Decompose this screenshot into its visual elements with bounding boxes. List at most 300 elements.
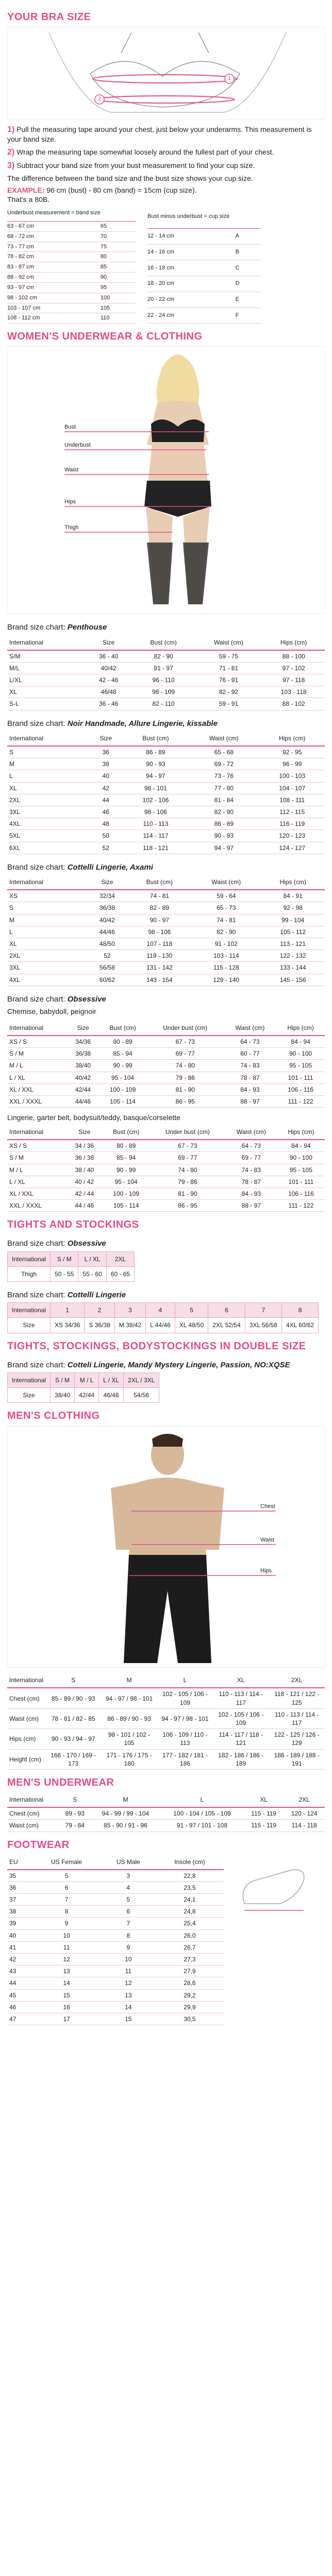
column-header: Waist (cm) <box>225 1125 277 1140</box>
table-cell: 97 - 102 <box>262 662 325 674</box>
bra-title: YOUR BRA SIZE <box>7 11 91 23</box>
table-cell: M / L <box>75 1372 99 1387</box>
table-cell: 76 - 91 <box>194 674 262 686</box>
table-cell: 50 - 55 <box>51 1266 78 1281</box>
table-cell: 85 <box>101 262 136 273</box>
table-cell: L 44/46 <box>146 1318 175 1333</box>
table-cell: XXL / XXXL <box>7 1095 68 1107</box>
table-header-row <box>7 731 325 746</box>
table-cell: 34/36 <box>68 1036 98 1048</box>
tights-table <box>7 1251 135 1282</box>
column-header: S <box>45 1673 101 1688</box>
table-cell: 74 - 81 <box>191 914 261 926</box>
table-header-row <box>7 1855 224 1870</box>
table-cell: 6XL <box>7 842 89 854</box>
table-cell: XL / XXL <box>7 1083 68 1095</box>
table-cell: 44 <box>89 794 123 806</box>
table-cell: M 38/42 <box>114 1318 145 1333</box>
table-cell: M / L <box>7 1164 67 1176</box>
table-cell: 107 - 118 <box>128 938 192 950</box>
table-cell: 106 - 109 / 110 - 113 <box>157 1729 213 1749</box>
table-cell: 27,9 <box>156 1965 224 1977</box>
table-cell: 95 - 105 <box>277 1164 325 1176</box>
women-label-underbust: Underbust <box>64 442 91 449</box>
table-cell: 111 - 122 <box>277 1200 325 1212</box>
table-cell: 90 - 93 / 94 - 97 <box>45 1729 101 1749</box>
table-header-row <box>7 1792 325 1807</box>
table-cell: 64 - 73 <box>224 1036 277 1048</box>
table-cell: 105 - 114 <box>98 1095 147 1107</box>
table-row <box>8 1303 319 1318</box>
table-cell: 115 - 119 <box>244 1820 284 1832</box>
table-cell: 38/40 <box>68 1060 98 1072</box>
table-row <box>7 1965 224 1977</box>
table-cell: 48 <box>89 818 123 830</box>
table-cell: 68 - 72 cm <box>7 231 101 242</box>
table-cell: 90 <box>101 273 136 283</box>
foot-icon <box>234 1855 311 1917</box>
table-cell: 11 <box>32 1941 101 1953</box>
table-cell: 129 - 140 <box>191 974 261 986</box>
table-row <box>7 1729 325 1749</box>
table-cell: 106 - 116 <box>276 1083 325 1095</box>
table-cell: 48/50 <box>87 938 127 950</box>
table-cell: 18 - 20 cm <box>147 276 236 292</box>
table-cell: 93 - 97 cm <box>7 282 101 293</box>
column-header: Size <box>67 1125 102 1140</box>
table-cell: 36 <box>89 746 123 758</box>
men-label-waist: Waist <box>260 1537 275 1544</box>
column-header: Waist (cm) <box>194 635 262 650</box>
column-header: 2XL <box>284 1792 325 1807</box>
table-row <box>7 902 325 914</box>
table-row <box>7 1749 325 1769</box>
table-cell: 91 - 97 <box>132 662 195 674</box>
table-cell: Hips (cm) <box>7 1729 45 1749</box>
table-cell: 6 <box>208 1303 245 1318</box>
table-cell: XS 34/36 <box>51 1318 85 1333</box>
table-cell: 3XL <box>7 962 87 974</box>
footwear-block <box>7 1855 325 2026</box>
table-row <box>7 686 325 698</box>
table-cell: 67 - 73 <box>150 1140 225 1152</box>
table-cell: 99 - 104 <box>261 914 325 926</box>
table-cell: 12 <box>32 1954 101 1965</box>
column-header: International <box>7 731 89 746</box>
table-cell: 55 - 60 <box>78 1266 106 1281</box>
women-label-bust: Bust <box>64 424 76 431</box>
table-cell: XL <box>7 938 87 950</box>
column-header: International <box>7 875 87 890</box>
table-row <box>7 758 325 770</box>
table-row <box>7 1977 224 1989</box>
column-header: International <box>7 1125 67 1140</box>
table-cell: 8 <box>101 1929 156 1941</box>
penthouse-table <box>7 635 325 710</box>
table-cell: S <box>7 902 87 914</box>
table-row <box>7 1188 325 1200</box>
table-cell: 78 - 87 <box>225 1176 277 1188</box>
table-cell: 43 <box>7 1965 32 1977</box>
table-row <box>7 950 325 962</box>
table-row <box>7 1152 325 1164</box>
women-label-waist: Waist <box>64 467 79 473</box>
column-header: Bust (cm) <box>128 875 192 890</box>
table-cell: 114 - 117 / 118 - 121 <box>213 1729 269 1749</box>
table-row <box>7 293 136 303</box>
noir-brand: Brand size chart: Noir Handmade, Allure Lingerie, kissable <box>7 719 218 728</box>
table-cell: 116 - 119 <box>259 818 325 830</box>
table-cell: 110 - 113 / 114 - 117 <box>213 1688 269 1708</box>
table-row <box>7 662 325 674</box>
table-cell: International <box>8 1251 51 1266</box>
table-cell: 100 - 109 <box>103 1188 150 1200</box>
table-cell: 38 / 40 <box>67 1164 102 1176</box>
table-cell: 25,4 <box>156 1918 224 1929</box>
table-cell: 30,5 <box>156 2013 224 2025</box>
table-cell: 98 - 101 / 102 - 105 <box>101 1729 157 1749</box>
table-cell: S / M <box>7 1048 68 1060</box>
table-header-row <box>7 1125 325 1140</box>
column-header: Bust (cm) <box>132 635 195 650</box>
table-cell: 182 - 186 / 186 - 189 <box>213 1749 269 1769</box>
table-row <box>7 1036 325 1048</box>
table-row <box>7 914 325 926</box>
table-row <box>8 1372 159 1387</box>
table-cell: Chest (cm) <box>7 1688 45 1708</box>
table-cell: 97 - 118 <box>262 674 325 686</box>
table-cell: 8 <box>32 1906 101 1918</box>
table-cell: 73 - 76 <box>188 770 259 782</box>
table-cell: 166 - 170 / 169 - 173 <box>45 1749 101 1769</box>
table-cell: 3 <box>114 1303 145 1318</box>
table-cell: 88 - 97 <box>225 1200 277 1212</box>
column-header: Waist (cm) <box>188 731 259 746</box>
table-cell: 110 <box>101 313 136 324</box>
table-cell: 40 <box>7 1929 32 1941</box>
table-cell: 46/48 <box>99 1388 124 1403</box>
table-cell: 5 <box>32 1870 101 1882</box>
table-row <box>7 282 136 293</box>
table-cell: 88 - 100 <box>262 650 325 663</box>
table-cell: 114 - 118 <box>284 1820 325 1832</box>
table-cell: 50 <box>89 830 123 842</box>
table-row <box>8 1266 135 1281</box>
table-cell: 120 - 124 <box>284 1807 325 1820</box>
table-cell: 86 - 95 <box>150 1200 225 1212</box>
cottelli-table <box>7 875 325 986</box>
men-table <box>7 1673 325 1770</box>
table-row <box>147 228 261 244</box>
table-cell: 15 <box>101 2013 156 2025</box>
table-header-row <box>7 1021 325 1036</box>
bra-example: EXAMPLE: 96 cm (bust) - 80 cm (band) = 15cm (cup size). That's a 80B. <box>7 186 197 204</box>
table-row <box>7 1176 325 1188</box>
table-cell: 114 - 117 <box>123 830 189 842</box>
table-cell: 96 - 99 <box>259 758 325 770</box>
table-cell: 86 - 95 <box>147 1095 224 1107</box>
table-cell: 84 - 94 <box>276 1036 325 1048</box>
table-row <box>7 1048 325 1060</box>
table-row <box>7 1200 325 1212</box>
table-cell: 9 <box>101 1941 156 1953</box>
table-cell: 80 - 89 <box>98 1036 147 1048</box>
table-cell: 12 <box>101 1977 156 1989</box>
table-cell: 46 <box>89 806 123 818</box>
men-label-hips: Hips <box>260 1568 272 1574</box>
table-cell: S / M <box>7 1152 67 1164</box>
table-cell: 86 - 89 <box>188 818 259 830</box>
table-row <box>7 1060 325 1072</box>
table-cell: XS / S <box>7 1140 67 1152</box>
table-cell: 17 <box>32 2013 101 2025</box>
table-cell: 63 - 67 cm <box>7 221 101 231</box>
table-row <box>7 2013 224 2025</box>
table-cell: 90 - 93 <box>123 758 189 770</box>
table-cell: 3 <box>101 1870 156 1882</box>
table-cell: 73 - 77 cm <box>7 242 101 252</box>
table-cell: 171 - 176 / 175 - 180 <box>101 1749 157 1769</box>
table-cell: 82 - 90 <box>188 806 259 818</box>
table-cell: 11 <box>101 1965 156 1977</box>
table-row <box>7 1083 325 1095</box>
table-cell: 2XL <box>7 950 87 962</box>
table-row <box>7 252 136 262</box>
double-brand: Brand size chart: Cotteli Lingerie, Mandy Mystery Lingerie, Passion, NO:XQSE <box>7 1360 290 1369</box>
table-cell: 8 <box>281 1303 318 1318</box>
table-cell: 122 - 132 <box>261 950 325 962</box>
column-header: 2XL <box>269 1673 325 1688</box>
bra-step-2: 2) Wrap the measuring tape somewhat loosely around the fullest part of your chest. <box>7 147 274 157</box>
table-cell: 120 - 123 <box>259 830 325 842</box>
table-cell: 108 - 111 <box>259 794 325 806</box>
table-cell: XL <box>7 686 85 698</box>
table-cell: 79 - 84 <box>59 1820 91 1832</box>
table-row <box>7 818 325 830</box>
table-row <box>7 1929 224 1941</box>
table-cell: 54/56 <box>124 1388 159 1403</box>
table-row <box>147 308 261 324</box>
table-cell: 84 - 93 <box>225 1188 277 1200</box>
women-illustration <box>7 346 325 614</box>
table-cell: 118 - 121 <box>123 842 189 854</box>
table-cell: 88 - 92 cm <box>7 273 101 283</box>
table-cell: 110 - 113 <box>123 818 189 830</box>
table-cell: 24,1 <box>156 1894 224 1906</box>
table-cell: 78 - 87 <box>224 1072 277 1083</box>
obsessive-subtitle: Chemise, babydoll, peignoir <box>7 1007 96 1015</box>
table-cell: 100 <box>101 293 136 303</box>
obsessive-brand: Brand size chart: Obsessive <box>7 994 106 1004</box>
table-cell: 4 <box>146 1303 175 1318</box>
table-cell: 78 - 81 / 82 - 85 <box>45 1708 101 1728</box>
table-cell: 38 <box>7 1906 32 1918</box>
table-cell: 105 <box>101 303 136 313</box>
table-cell: 74 - 80 <box>150 1164 225 1176</box>
table-cell: 42/44 <box>75 1388 99 1403</box>
column-header: Bust (cm) <box>123 731 189 746</box>
table-row <box>7 303 136 313</box>
table-row <box>7 1882 224 1893</box>
table-cell: 83 - 87 cm <box>7 262 101 273</box>
column-header: L <box>160 1792 244 1807</box>
table-row <box>7 313 136 324</box>
double-table <box>7 1372 159 1403</box>
menunder-title: MEN'S UNDERWEAR <box>7 1776 114 1788</box>
table-cell: 104 - 107 <box>259 782 325 794</box>
table-row <box>147 292 261 308</box>
table-cell: 85 - 89 / 90 - 93 <box>45 1688 101 1708</box>
table-row <box>7 746 325 758</box>
table-cell: 42 <box>7 1954 32 1965</box>
table-cell: 7 <box>101 1918 156 1929</box>
underbust-table: Underbust measurement = band size 63 - 67 cm 65 68 - 72 cm 70 73 - 77 cm 75 78 - 82 cm 80 83 - 87 cm 85 88 - 92 cm 90 93 - 97 cm 95 98 - 102 cm 100 103 - 107 cm 105 108 - 112 cm 110 <box>7 208 136 324</box>
table-cell: 10 <box>101 1954 156 1965</box>
table-cell: 59 - 75 <box>194 650 262 663</box>
table-cell: 24,8 <box>156 1906 224 1918</box>
column-header: International <box>7 635 85 650</box>
table-row <box>7 674 325 686</box>
table-row <box>7 806 325 818</box>
table-cell: 81 - 90 <box>147 1083 224 1095</box>
table-cell: M <box>7 914 87 926</box>
table-cell: 59 - 91 <box>194 698 262 710</box>
table-cell: 4XL 60/62 <box>281 1318 318 1333</box>
table-row <box>7 1954 224 1965</box>
column-header: Size <box>68 1021 98 1036</box>
table-header-row <box>7 875 325 890</box>
table-cell: 88 - 102 <box>262 698 325 710</box>
table-cell: 118 - 121 / 122 - 125 <box>269 1688 325 1708</box>
table-cell: 47 <box>7 2013 32 2025</box>
table-cell: L / XL <box>7 1176 67 1188</box>
obsessive-subtitle-2: Lingerie, garter belt, bodysuit/teddy, basque/corselette <box>7 1113 180 1122</box>
bra-figure-label-1: 1 <box>227 75 231 81</box>
table-cell: 100 - 103 <box>259 770 325 782</box>
table-cell: 27,3 <box>156 1954 224 1965</box>
column-header: Size <box>89 731 123 746</box>
table-cell: B <box>236 244 261 260</box>
table-cell: 94 - 97 / 98 - 101 <box>157 1708 213 1728</box>
table-cell: 5XL <box>7 830 89 842</box>
table-cell: 122 - 125 / 126 - 129 <box>269 1729 325 1749</box>
table-cell: 82 - 92 <box>194 686 262 698</box>
table-cell: Size <box>8 1388 51 1403</box>
table-cell: 105 - 114 <box>103 1200 150 1212</box>
table-cell: 94 - 99 / 99 - 104 <box>91 1807 160 1820</box>
table-cell: 40/42 <box>68 1072 98 1083</box>
table-cell: 40/42 <box>87 914 127 926</box>
table-cell: 64 - 73 <box>225 1140 277 1152</box>
table-cell: 92 - 95 <box>259 746 325 758</box>
table-cell: E <box>236 292 261 308</box>
tights-brand-2: Brand size chart: Cottelli Lingerie <box>7 1291 126 1299</box>
table-cell: 95 <box>101 282 136 293</box>
table-cell: 80 <box>101 252 136 262</box>
table-cell: L / XL <box>78 1251 106 1266</box>
cup-table: Bust minus underbust = cup size 12 - 14 cm A 14 - 16 cm B 16 - 18 cm C 18 - 20 cm D 20 - 22 cm E 22 - 24 cm F <box>147 208 261 324</box>
table-cell: 2XL 52/54 <box>208 1318 245 1333</box>
table-cell: 16 - 18 cm <box>147 260 236 276</box>
table-row <box>7 1820 325 1832</box>
table-cell: 28,6 <box>156 1977 224 1989</box>
table-cell: 119 - 130 <box>128 950 192 962</box>
table-cell: 36 / 38 <box>67 1152 102 1164</box>
table-cell: 65 <box>101 221 136 231</box>
table-cell: 22,8 <box>156 1870 224 1882</box>
table-row <box>7 974 325 986</box>
table-cell: 13 <box>101 1989 156 2001</box>
table-row <box>8 1388 159 1403</box>
table-cell: 26,0 <box>156 1929 224 1941</box>
noir-table <box>7 731 325 854</box>
table-row <box>7 1941 224 1953</box>
table-cell: 29,2 <box>156 1989 224 2001</box>
table-cell: 3XL <box>7 806 89 818</box>
table-cell: 7 <box>32 1894 101 1906</box>
table-row <box>7 698 325 710</box>
table-row <box>7 262 136 273</box>
table-row <box>7 650 325 663</box>
table-row <box>8 1251 135 1266</box>
table-cell: 20 - 22 cm <box>147 292 236 308</box>
table-cell: 145 - 156 <box>261 974 325 986</box>
table-row <box>147 260 261 276</box>
men-label-chest: Chest <box>260 1503 275 1510</box>
table-header-row <box>7 635 325 650</box>
table-cell: 37 <box>7 1894 32 1906</box>
table-cell: 88 - 97 <box>224 1095 277 1107</box>
table-cell: 84 - 94 <box>277 1140 325 1152</box>
table-cell: L / XL <box>7 1072 68 1083</box>
table-row <box>7 231 136 242</box>
table-cell: International <box>8 1303 51 1318</box>
double-title: TIGHTS, STOCKINGS, BODYSTOCKINGS IN DOUBLE SIZE <box>7 1340 306 1352</box>
table-cell: 90 - 97 <box>128 914 192 926</box>
table-cell: Waist (cm) <box>7 1708 45 1728</box>
table-cell: XS / S <box>7 1036 68 1048</box>
table-cell: L / XL <box>99 1372 124 1387</box>
table-cell: D <box>236 276 261 292</box>
table-cell: 74 - 80 <box>147 1060 224 1072</box>
table-cell: 98 - 102 cm <box>7 293 101 303</box>
column-header: US Female <box>32 1855 101 1870</box>
column-header: Waist (cm) <box>224 1021 277 1036</box>
table-cell: L <box>7 926 87 938</box>
table-cell: 177 - 182 / 181 - 186 <box>157 1749 213 1769</box>
table-row <box>7 1688 325 1708</box>
table-cell: XL / XXL <box>7 1188 67 1200</box>
table-cell: 106 - 116 <box>277 1188 325 1200</box>
table-cell: 70 <box>101 231 136 242</box>
table-cell: 91 - 97 / 101 - 108 <box>160 1820 244 1832</box>
table-cell: S 36/38 <box>85 1318 114 1333</box>
bra-size-tables <box>7 208 325 324</box>
table-cell: 7 <box>245 1303 281 1318</box>
table-cell: L/XL <box>7 674 85 686</box>
table-cell: 101 - 111 <box>276 1072 325 1083</box>
table-cell: 59 - 64 <box>191 890 261 902</box>
column-header: M <box>91 1792 160 1807</box>
column-header: Bust (cm) <box>103 1125 150 1140</box>
table-cell: 44/46 <box>68 1095 98 1107</box>
table-cell: 14 <box>32 1977 101 1989</box>
table-row <box>7 2001 224 2013</box>
table-cell: 91 - 102 <box>191 938 261 950</box>
table-cell: 74 - 81 <box>128 890 192 902</box>
table-cell: 38/40 <box>51 1388 75 1403</box>
table-cell: 2 <box>85 1303 114 1318</box>
